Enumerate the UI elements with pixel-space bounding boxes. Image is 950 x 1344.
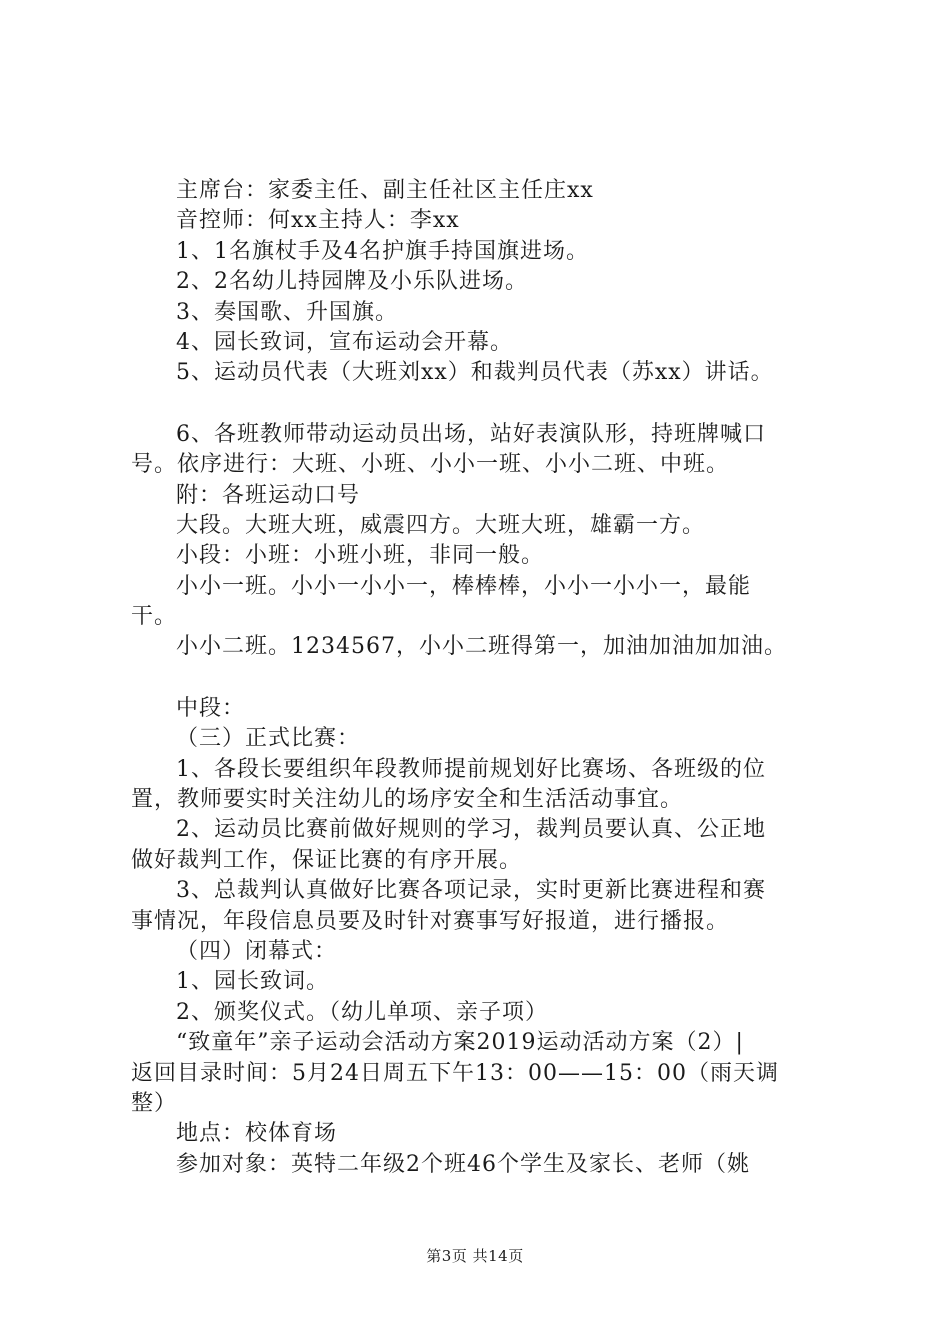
text-line: 小小二班。1234567，小小二班得第一，加油加油加加油。	[176, 634, 787, 660]
text-line: 6、各班教师带动运动员出场，站好表演队形，持班牌喊口	[176, 421, 766, 447]
text-line: 地点：校体育场	[176, 1121, 338, 1147]
text-line: 做好裁判工作，保证比赛的有序开展。	[131, 847, 523, 873]
text-line: 小段：小班：小班小班，非同一般。	[176, 543, 545, 569]
section-heading: （三）正式比赛：	[176, 726, 361, 752]
text-line: 返回目录时间：5月24日周五下午13：00——15：00（雨天调	[131, 1060, 779, 1086]
document-body	[131, 176, 831, 1180]
text-line: 号。依序进行：大班、小班、小小一班、小小二班、中班。	[131, 452, 730, 478]
text-line: 附：各班运动口号	[176, 482, 361, 508]
text-line: 干。	[131, 604, 178, 630]
text-line: 1、园长致词。	[176, 969, 329, 995]
text-line: 3、总裁判认真做好比赛各项记录，实时更新比赛进程和赛	[176, 878, 766, 904]
text-line: 1、各段长要组织年段教师提前规划好比赛场、各班级的位	[176, 756, 766, 782]
paragraph-gap	[131, 663, 831, 694]
text-line: 置，教师要实时关注幼儿的场序安全和生活活动事宜。	[131, 787, 684, 813]
paragraph-gap	[131, 389, 831, 420]
text-line: “致童年”亲子运动会活动方案2019运动活动方案（2）|	[176, 1030, 744, 1056]
text-line: 5、运动员代表（大班刘xx）和裁判员代表（苏xx）讲话。	[176, 360, 774, 386]
text-line: 4、园长致词，宣布运动会开幕。	[176, 329, 513, 355]
page-number-footer: 第3页 共14页	[426, 1247, 524, 1265]
text-line: 1、1名旗杖手及4名护旗手持国旗进场。	[176, 238, 589, 264]
text-line: 参加对象：英特二年级2个班46个学生及家长、老师（姚	[176, 1151, 750, 1177]
section-heading: （四）闭幕式：	[176, 938, 338, 964]
text-line: 2、颁奖仪式。（幼儿单项、亲子项）	[176, 999, 548, 1025]
text-line: 音控师：何xx主持人：李xx	[176, 208, 460, 234]
text-line: 整）	[131, 1090, 178, 1116]
text-line: 2、运动员比赛前做好规则的学习，裁判员要认真、公正地	[176, 817, 766, 843]
text-line: 中段：	[176, 695, 246, 721]
text-line: 事情况，年段信息员要及时针对赛事写好报道，进行播报。	[131, 908, 730, 934]
text-line: 3、奏国歌、升国旗。	[176, 299, 398, 325]
text-line: 大段。大班大班，威震四方。大班大班，雄霸一方。	[176, 512, 706, 538]
text-line: 2、2名幼儿持园牌及小乐队进场。	[176, 269, 528, 295]
text-line: 小小一班。小小一小小一，棒棒棒，小小一小小一，最能	[176, 573, 752, 599]
text-line: 主席台：家委主任、副主任社区主任庄xx	[176, 178, 594, 203]
